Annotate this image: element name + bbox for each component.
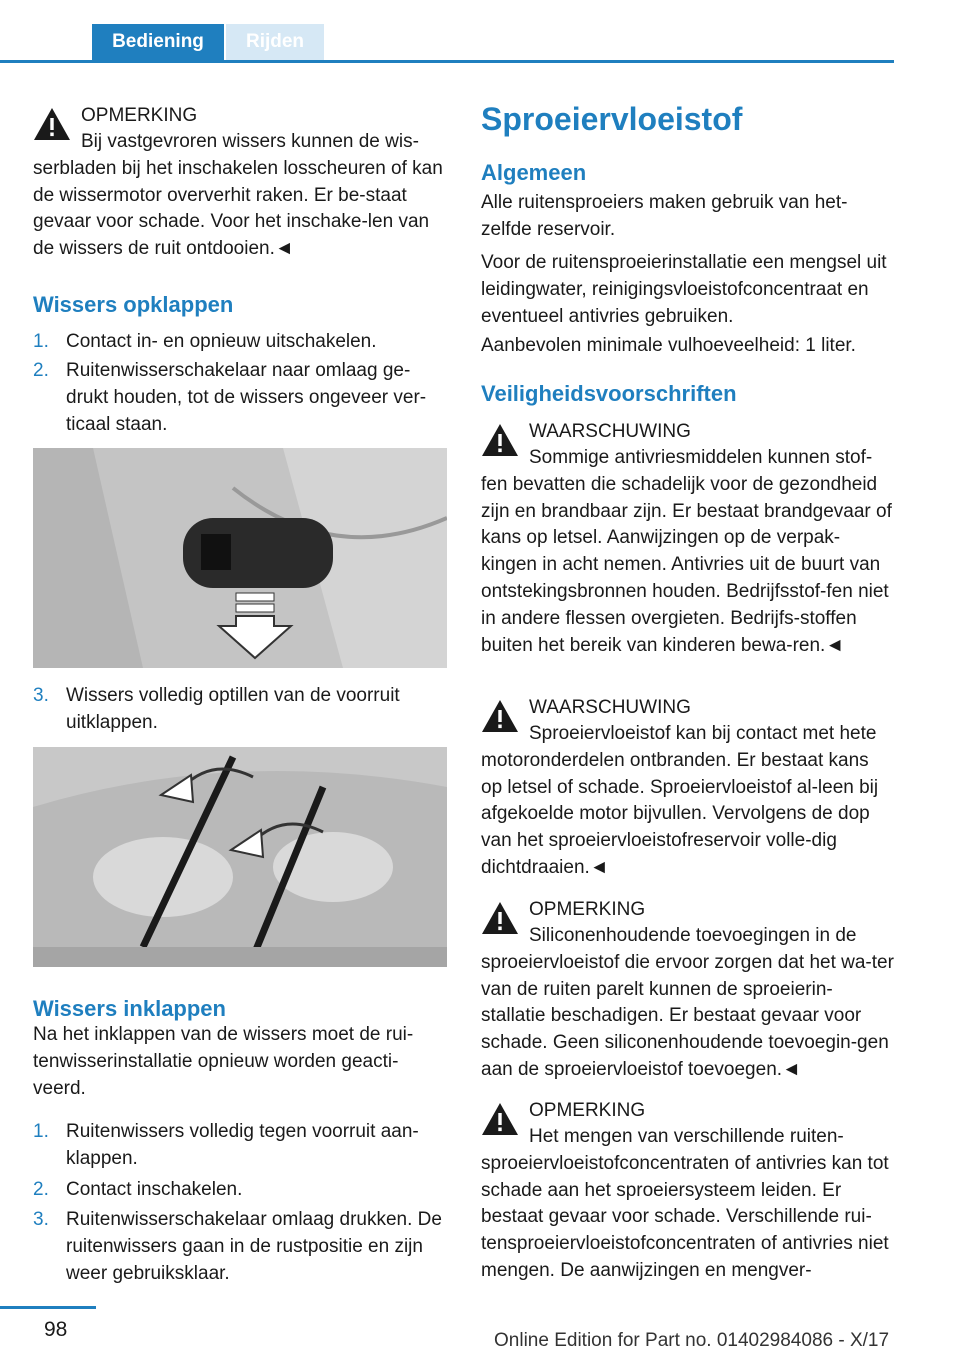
list-text: Contact inschakelen. [66,1179,243,1200]
notice-body: Sproeiervloeistof kan bij contact met hete motoronderdelen ontbranden. Er bestaat kans op letsel of schade. Sproeiervloeistof al-leen bij afgekoelde motor bijvullen. Vervolgens de dop van het sproeiervloeistofreservoir volle-dig dichtdraaien.◄ [481,723,879,878]
notice-label: OPMERKING [529,1100,646,1121]
paragraph: Voor de ruitensproeierinstallatie een mengsel uit leidingwater, reinigingsvloeistofconcentraat en eventueel antivries gebruiken. [481,252,887,327]
notice-body: Het mengen van verschillende ruiten-sproeiervloeistofconcentraten of antivries kan tot schade aan het sproeiersysteem leiden. Er bestaat gevaar voor schade. Verschillende rui-tensproeiervloeistofconcentraten of antivries niet mengen. De aanwijzingen en mengver- [481,1126,889,1281]
list-number: 2. [33,1179,49,1200]
figure-wiper-stalk [33,448,447,668]
section-intro: Na het inklappen van de wissers moet de rui-tenwisserinstallatie opnieuw worden geacti-veerd. [33,1024,414,1099]
list-number: 3. [33,1209,49,1230]
page-section-title: Sproeiervloeistof [481,101,743,137]
list-text: Ruitenwisserschakelaar omlaag drukken. De ruitenwissers gaan in de rustpositie en zijn weer gebruiksklaar. [66,1209,442,1284]
footer-rule [0,1306,96,1309]
section-title-wissers-opklappen: Wissers opklappen [33,292,234,317]
notice-label: OPMERKING [529,899,646,920]
header-rule [0,60,894,63]
paragraph: Alle ruitensproeiers maken gebruik van het-zelfde reservoir. [481,192,848,240]
list-text: Wissers volledig optillen van de voorruit uitklappen. [66,685,400,733]
list-text: Ruitenwissers volledig tegen voorruit aan-klappen. [66,1121,419,1169]
list-number: 3. [33,685,49,706]
subsection-title-algemeen: Algemeen [481,160,587,185]
notice-label: OPMERKING [81,105,198,126]
tab-bediening[interactable]: Bediening [92,24,224,60]
notice-body: Siliconenhoudende toevoegingen in de sproeiervloeistof die ervoor zorgen dat het wa-ter van de ruiten parelt kunnen de sproeierin-stallatie beschadigen. Er bestaat gevaar voor schade. Geen siliconenhoudende toevoegin-gen aan de sproeiervloeistof toevoegen.◄ [481,925,894,1080]
notice-body: Sommige antivriesmiddelen kunnen stof-fen bevatten die schadelijk voor de gezondheid zijn en brandbaar zijn. Er bestaat brandgevaar of kans op letsel. Aanwijzingen op de verpak-kingen in acht nemen. Antivries uit de buurt van ontstekingsbronnen houden. Bedrijfsstof-fen niet in andere flessen overgieten. Bedrijfs-stoffen buiten het bereik van kinderen bewa-ren.◄ [481,447,892,656]
section-tabs [0,24,894,62]
subsection-title-veiligheid: Veiligheidsvoorschriften [481,381,737,406]
list-text: Ruitenwisserschakelaar naar omlaag ge-drukt houden, tot de wissers ongeveer ver-ticaal staan. [66,360,427,435]
footer-edition: Online Edition for Part no. 01402984086 - X/17 [494,1330,890,1351]
page-number: 98 [44,1318,68,1341]
list-number: 1. [33,331,49,352]
tab-rijden[interactable]: Rijden [226,24,324,60]
section-title-wissers-inklappen: Wissers inklappen [33,996,226,1021]
list-number: 2. [33,360,49,381]
list-number: 1. [33,1121,49,1142]
figure-wipers-raised [33,747,447,967]
notice-label: WAARSCHUWING [529,697,691,718]
list-text: Contact in- en opnieuw uitschakelen. [66,331,377,352]
paragraph: Aanbevolen minimale vulhoeveelheid: 1 liter. [481,335,856,356]
notice-label: WAARSCHUWING [529,421,691,442]
notice-body: Bij vastgevroren wissers kunnen de wis-serbladen bij het inschakelen losscheuren of kan de wissermotor oververhit raken. Er be-staat gevaar voor schade. Voor het inschake-len van de wissers de ruit ontdooien.◄ [33,131,443,260]
